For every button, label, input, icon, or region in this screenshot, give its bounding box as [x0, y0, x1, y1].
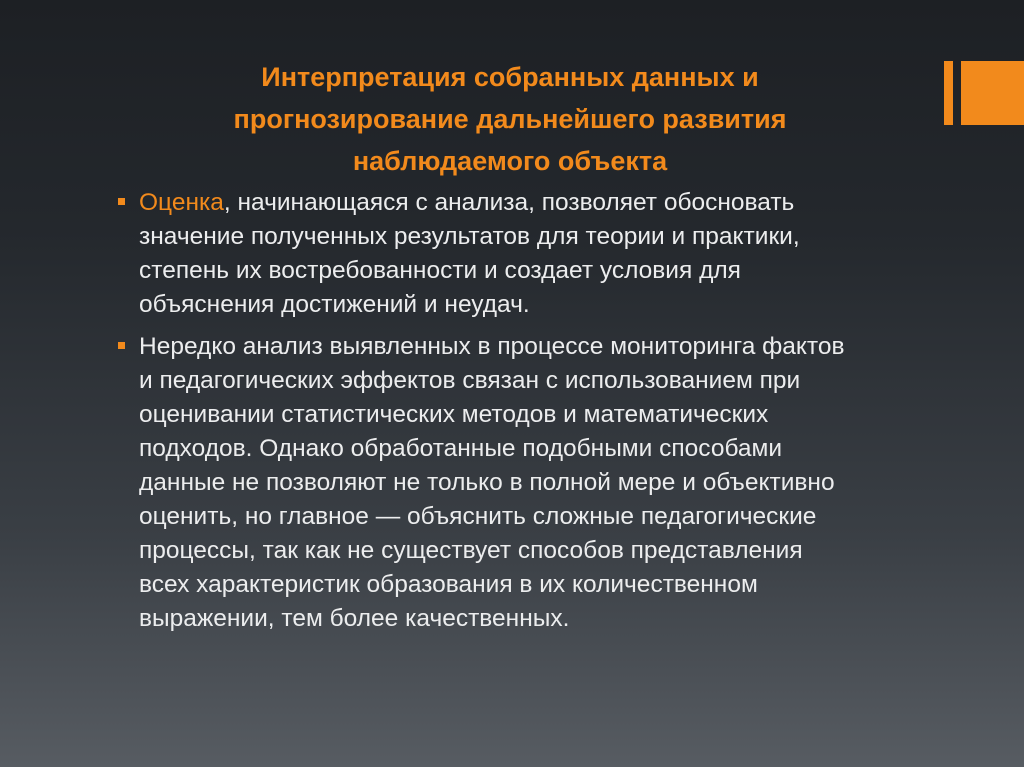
- accent-bar-thin: [944, 61, 953, 125]
- bullet-line: Нередко анализ выявленных в процессе мониторинга фактов: [139, 333, 845, 360]
- bullet-line: оценить, но главное — объяснить сложные педагогические: [139, 503, 817, 530]
- bullet-list: [118, 186, 978, 644]
- bullet-line: [139, 186, 978, 220]
- bullet-line: значение полученных результатов для теории и практики,: [139, 223, 800, 250]
- bullet-square-icon: [118, 342, 125, 349]
- bullet-line: всех характеристик образования в их количественном: [139, 571, 758, 598]
- accent-bar-wide: [961, 61, 1024, 125]
- bullet-square-icon: [118, 198, 125, 205]
- bullet-line: данные не позволяют не только в полной мере и объективно: [139, 469, 835, 496]
- bullet-line: процессы, так как не существует способов представления: [139, 537, 803, 564]
- bullet-line: выражении, тем более качественных.: [139, 605, 570, 632]
- bullet-line: объяснения достижений и неудач.: [139, 291, 530, 318]
- bullet-line: оценивании статистических методов и математических: [139, 401, 769, 428]
- bullet-line: подходов. Однако обработанные подобными способами: [139, 435, 783, 462]
- slide-title-line: Интерпретация собранных данных и: [261, 62, 759, 92]
- bullet-item-analysis: [118, 330, 978, 636]
- bullet-text: , начинающаяся с анализа, позволяет обосновать: [223, 189, 795, 216]
- bullet-line: степень их востребованности и создает условия для: [139, 257, 741, 284]
- slide-title-line: прогнозирование дальнейшего развития: [233, 104, 787, 134]
- accent-bars-decoration: [944, 61, 1024, 125]
- slide-title: [110, 56, 910, 182]
- slide-title-line: наблюдаемого объекта: [352, 146, 668, 176]
- bullet-item-evaluation: [118, 186, 978, 322]
- bullet-line: и педагогических эффектов связан с использованием при: [139, 367, 801, 394]
- highlight-term: Оценка: [139, 189, 224, 216]
